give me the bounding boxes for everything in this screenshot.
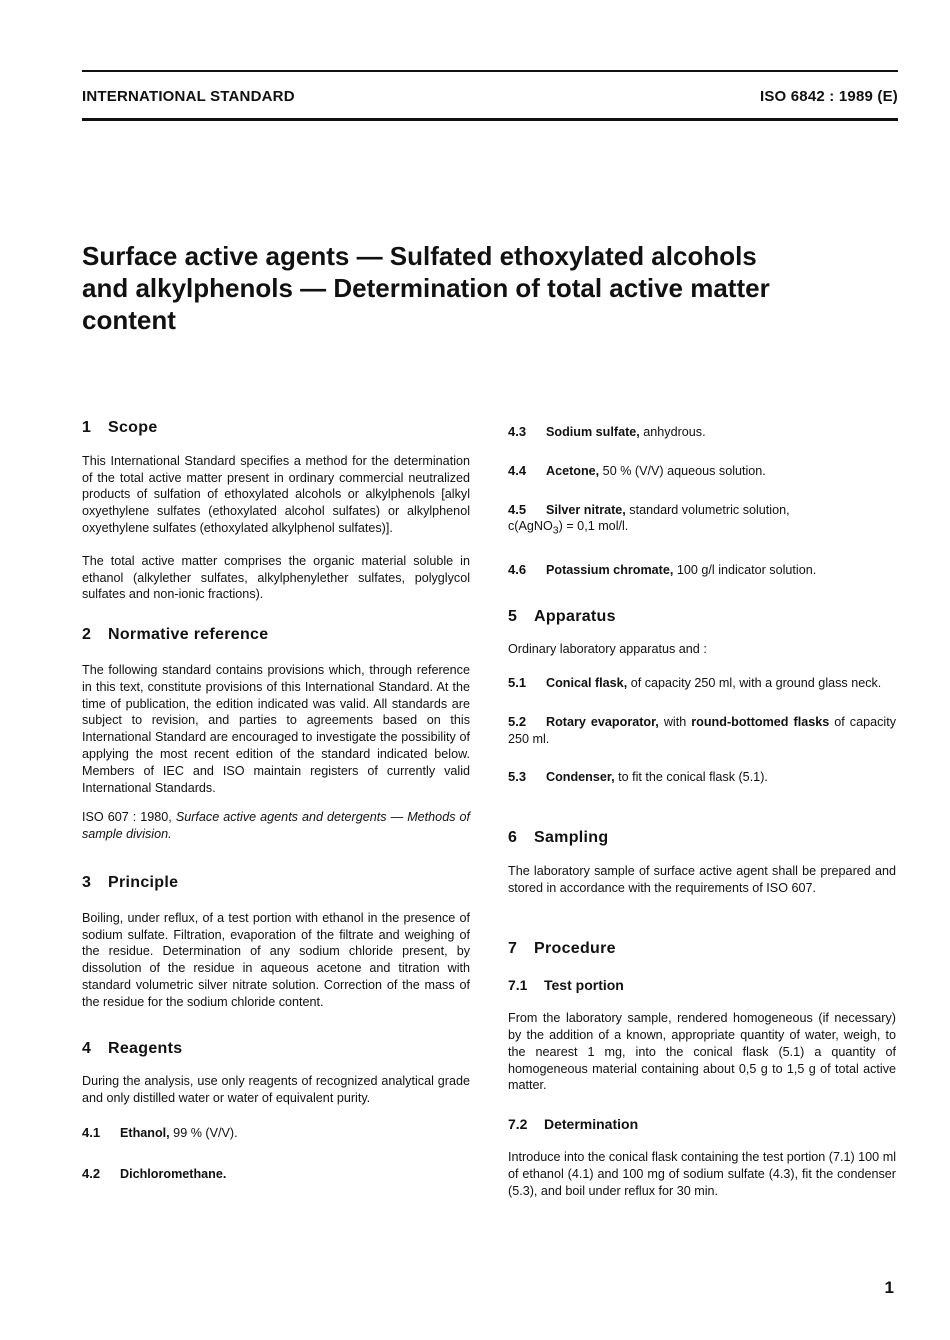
reagent-4-4: 4.4 Acetone, 50 % (V/V) aqueous solution. xyxy=(508,462,766,478)
determination-paragraph: Introduce into the conical flask containing the test portion (7.1) 100 ml of ethanol (4.1) and 100 mg of sodium sulfate (4.3), fit the condenser (5.3), and boil under reflux for 30 min. xyxy=(508,1150,896,1198)
section-heading-principle: 3 Principle xyxy=(82,873,179,891)
left-column xyxy=(82,420,470,1183)
reagents-paragraph: During the analysis, use only reagents of recognized analytical grade and only distilled water or water of equivalent purity. xyxy=(82,1074,470,1106)
normative-reference-citation: ISO 607 : 1980, Surface active agents and detergents — Methods of sample division. xyxy=(82,810,471,842)
sampling-paragraph: The laboratory sample of surface active agent shall be prepared and stored in accordance with the requirements of ISO 607. xyxy=(508,864,896,895)
header-standard-type: INTERNATIONAL STANDARD xyxy=(82,88,295,105)
document-title: Surface active agents — Sulfated ethoxylated alcohols and alkylphenols — Determination of total active matter content xyxy=(82,241,770,335)
header-bottom-rule xyxy=(82,118,898,121)
apparatus-paragraph: Ordinary laboratory apparatus and : xyxy=(508,642,707,657)
apparatus-5-2: 5.2 Rotary evaporator, with round-bottomed flasks of capacity 250 ml. xyxy=(508,713,896,746)
scope-paragraph-1: This International Standard specifies a method for the determination of the total active matter present in ordinary commercial neutralized products of sulfation of ethoxylated alcohols or alkylphenols [alkyl oxyethylene sulfates (ethoxylated alcohol sulfates) or alkylphenol oxyethylene sulfates (ethoxylated alkylphenol sulfates)]. xyxy=(82,453,470,535)
reagent-4-1: 4.1 Ethanol, 99 % (V/V). xyxy=(82,1124,238,1140)
section-heading-reagents: 4 Reagents xyxy=(82,1039,183,1057)
section-heading-normative-reference: 2 Normative reference xyxy=(82,626,269,644)
reagent-4-3: 4.3 Sodium sulfate, anhydrous. xyxy=(508,424,706,439)
reagent-4-6: 4.6 Potassium chromate, 100 g/l indicator solution. xyxy=(508,561,817,577)
reagent-4-5: 4.5 Silver nitrate, standard volumetric solution, c(AgNO$_3$) = 0,1 mol/l. xyxy=(508,501,790,537)
page-number: 1 xyxy=(884,1278,894,1297)
right-column xyxy=(508,424,896,1199)
header-top-rule xyxy=(82,70,898,72)
subsection-heading-test-portion: 7.1 Test portion xyxy=(508,977,624,994)
section-heading-procedure: 7 Procedure xyxy=(508,939,616,957)
normative-reference-paragraph: The following standard contains provisions which, through reference in this text, constitute provisions of this International Standard. At the time of publication, the edition indicated was valid. All standards are subject to revision, and parties to agreements based on this International Standard are encouraged to investigate the possibility of applying the most recent edition of the standard indicated below. Members of IEC and ISO maintain registers of currently valid International Standards. xyxy=(82,662,470,795)
reagent-4-2: 4.2 Dichloromethane. xyxy=(82,1165,227,1181)
apparatus-5-1: 5.1 Conical flask, of capacity 250 ml, with a ground glass neck. xyxy=(508,675,882,691)
subsection-heading-determination: 7.2 Determination xyxy=(508,1116,639,1133)
section-heading-apparatus: 5 Apparatus xyxy=(508,607,616,625)
scope-paragraph-2: The total active matter comprises the organic material soluble in ethanol (alkylether sulfates, alkylphenylether sulfates, polyglycol sulfates and non-ionic fractions). xyxy=(82,553,470,602)
test-portion-paragraph: From the laboratory sample, rendered homogeneous (if necessary) by the addition of a known, appropriate quantity of water, weigh, to the nearest 1 mg, into the conical flask (5.1) a quantity of homogeneous material containing about 0,5 g to 1,5 g of total active matter. xyxy=(508,1011,896,1093)
section-heading-scope: 1 Scope xyxy=(82,419,158,436)
header-standard-number: ISO 6842 : 1989 (E) xyxy=(759,88,898,105)
apparatus-5-3: 5.3 Condenser, to fit the conical flask (5.1). xyxy=(508,769,768,785)
section-heading-sampling: 6 Sampling xyxy=(508,829,609,847)
principle-paragraph: Boiling, under reflux, of a test portion with ethanol in the presence of sodium sulfate. Filtration, evaporation of the filtrate and weighing of the residue. Determination of any sodium chloride present, by dissolution of the residue in aqueous acetone and titration with standard volumetric silver nitrate solution. Correction of the mass of the residue for the sodium chloride content. xyxy=(82,910,470,1009)
